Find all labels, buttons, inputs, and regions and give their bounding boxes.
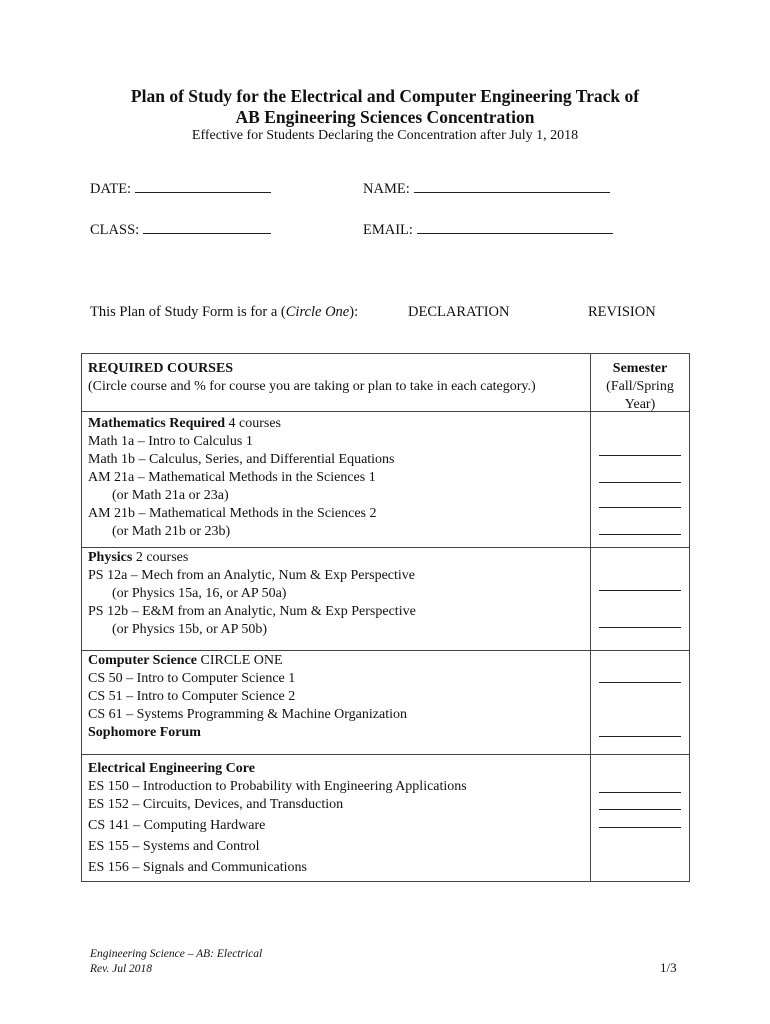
physics-count: 2 courses — [132, 550, 189, 565]
list-item: AM 21a – Mathematical Methods in the Sciences 1 — [88, 470, 376, 485]
name-label: NAME: — [363, 181, 410, 197]
name-field[interactable] — [363, 180, 610, 198]
footer-document-name: Engineering Science – AB: Electrical — [90, 948, 263, 960]
semester-year: Year) — [624, 397, 656, 412]
semester-header — [591, 360, 689, 414]
semester-blank[interactable] — [599, 627, 681, 628]
class-label: CLASS: — [90, 222, 140, 238]
date-blank[interactable] — [135, 180, 271, 193]
required-courses-table — [81, 353, 690, 882]
cs-section — [88, 652, 407, 742]
page-title-line-2: AB Engineering Sciences Concentration — [235, 107, 535, 127]
footer-left — [90, 947, 262, 977]
list-item: PS 12a – Mech from an Analytic, Num & Exp Perspective — [88, 568, 415, 583]
semester-label: Semester — [612, 361, 668, 376]
date-label: DATE: — [90, 181, 132, 197]
name-blank[interactable] — [414, 180, 610, 193]
column-divider — [590, 354, 591, 881]
list-item: CS 51 – Intro to Computer Science 2 — [88, 689, 296, 704]
cs-circle-one: CIRCLE ONE — [197, 653, 283, 668]
email-blank[interactable] — [417, 221, 613, 234]
email-field[interactable] — [363, 221, 613, 239]
semester-blank[interactable] — [599, 455, 681, 456]
row-divider — [82, 547, 689, 548]
math-count: 4 courses — [225, 416, 281, 431]
list-item: ES 156 – Signals and Communications — [88, 860, 307, 875]
list-item: CS 141 – Computing Hardware — [88, 818, 266, 833]
semester-blank[interactable] — [599, 682, 681, 683]
sophomore-forum-heading: Sophomore Forum — [88, 725, 201, 740]
list-item: PS 12b – E&M from an Analytic, Num & Exp Perspective — [88, 604, 416, 619]
list-item: AM 21b – Mathematical Methods in the Sciences 2 — [88, 506, 377, 521]
semester-blank[interactable] — [599, 507, 681, 508]
ee-heading: Electrical Engineering Core — [88, 761, 255, 776]
class-field[interactable] — [90, 221, 271, 239]
semester-blank[interactable] — [599, 809, 681, 810]
email-label: EMAIL: — [363, 222, 413, 238]
page-number: 1/3 — [660, 960, 677, 975]
physics-heading: Physics — [88, 550, 133, 565]
required-courses-heading: REQUIRED COURSES — [88, 361, 234, 376]
list-item: (or Math 21a or 23a) — [112, 488, 229, 503]
list-item: ES 152 – Circuits, Devices, and Transduction — [88, 797, 344, 812]
footer-revision: Rev. Jul 2018 — [90, 963, 153, 975]
math-heading: Mathematics Required — [88, 416, 225, 431]
semester-blank[interactable] — [599, 534, 681, 535]
date-field[interactable] — [90, 180, 271, 198]
semester-blank[interactable] — [599, 590, 681, 591]
form-type-prompt — [90, 304, 358, 321]
semester-blank[interactable] — [599, 482, 681, 483]
list-item: (or Physics 15a, 16, or AP 50a) — [112, 586, 287, 601]
cs-heading: Computer Science — [88, 653, 197, 668]
list-item: CS 50 – Intro to Computer Science 1 — [88, 671, 296, 686]
row-divider — [82, 754, 689, 755]
math-section — [88, 415, 395, 541]
required-courses-note: (Circle course and % for course you are taking or plan to take in each category.) — [88, 379, 536, 394]
option-revision[interactable]: REVISION — [588, 304, 656, 320]
semester-blank[interactable] — [599, 736, 681, 737]
list-item: CS 61 – Systems Programming & Machine Organization — [88, 707, 407, 722]
semester-blank[interactable] — [599, 827, 681, 828]
semester-term: (Fall/Spring — [606, 379, 674, 394]
semester-blank[interactable] — [599, 792, 681, 793]
list-item: (or Math 21b or 23b) — [112, 524, 231, 539]
list-item: (or Physics 15b, or AP 50b) — [112, 622, 268, 637]
form-type-suffix: ): — [349, 304, 359, 320]
form-type-italic: Circle One — [285, 304, 350, 320]
table-header — [88, 360, 536, 396]
class-blank[interactable] — [143, 221, 271, 234]
list-item: ES 150 – Introduction to Probability with Engineering Applications — [88, 779, 467, 794]
page-subtitle: Effective for Students Declaring the Concentration after July 1, 2018 — [191, 128, 579, 143]
row-divider — [82, 650, 689, 651]
option-declaration[interactable]: DECLARATION — [408, 304, 510, 320]
list-item: Math 1b – Calculus, Series, and Differential Equations — [88, 452, 395, 467]
page-title-line-1: Plan of Study for the Electrical and Computer Engineering Track of — [130, 86, 640, 106]
list-item: ES 155 – Systems and Control — [88, 839, 260, 854]
physics-section — [88, 549, 416, 639]
list-item: Math 1a – Intro to Calculus 1 — [88, 434, 253, 449]
ee-section — [88, 760, 467, 877]
form-type-prefix: This Plan of Study Form is for a ( — [90, 304, 286, 320]
